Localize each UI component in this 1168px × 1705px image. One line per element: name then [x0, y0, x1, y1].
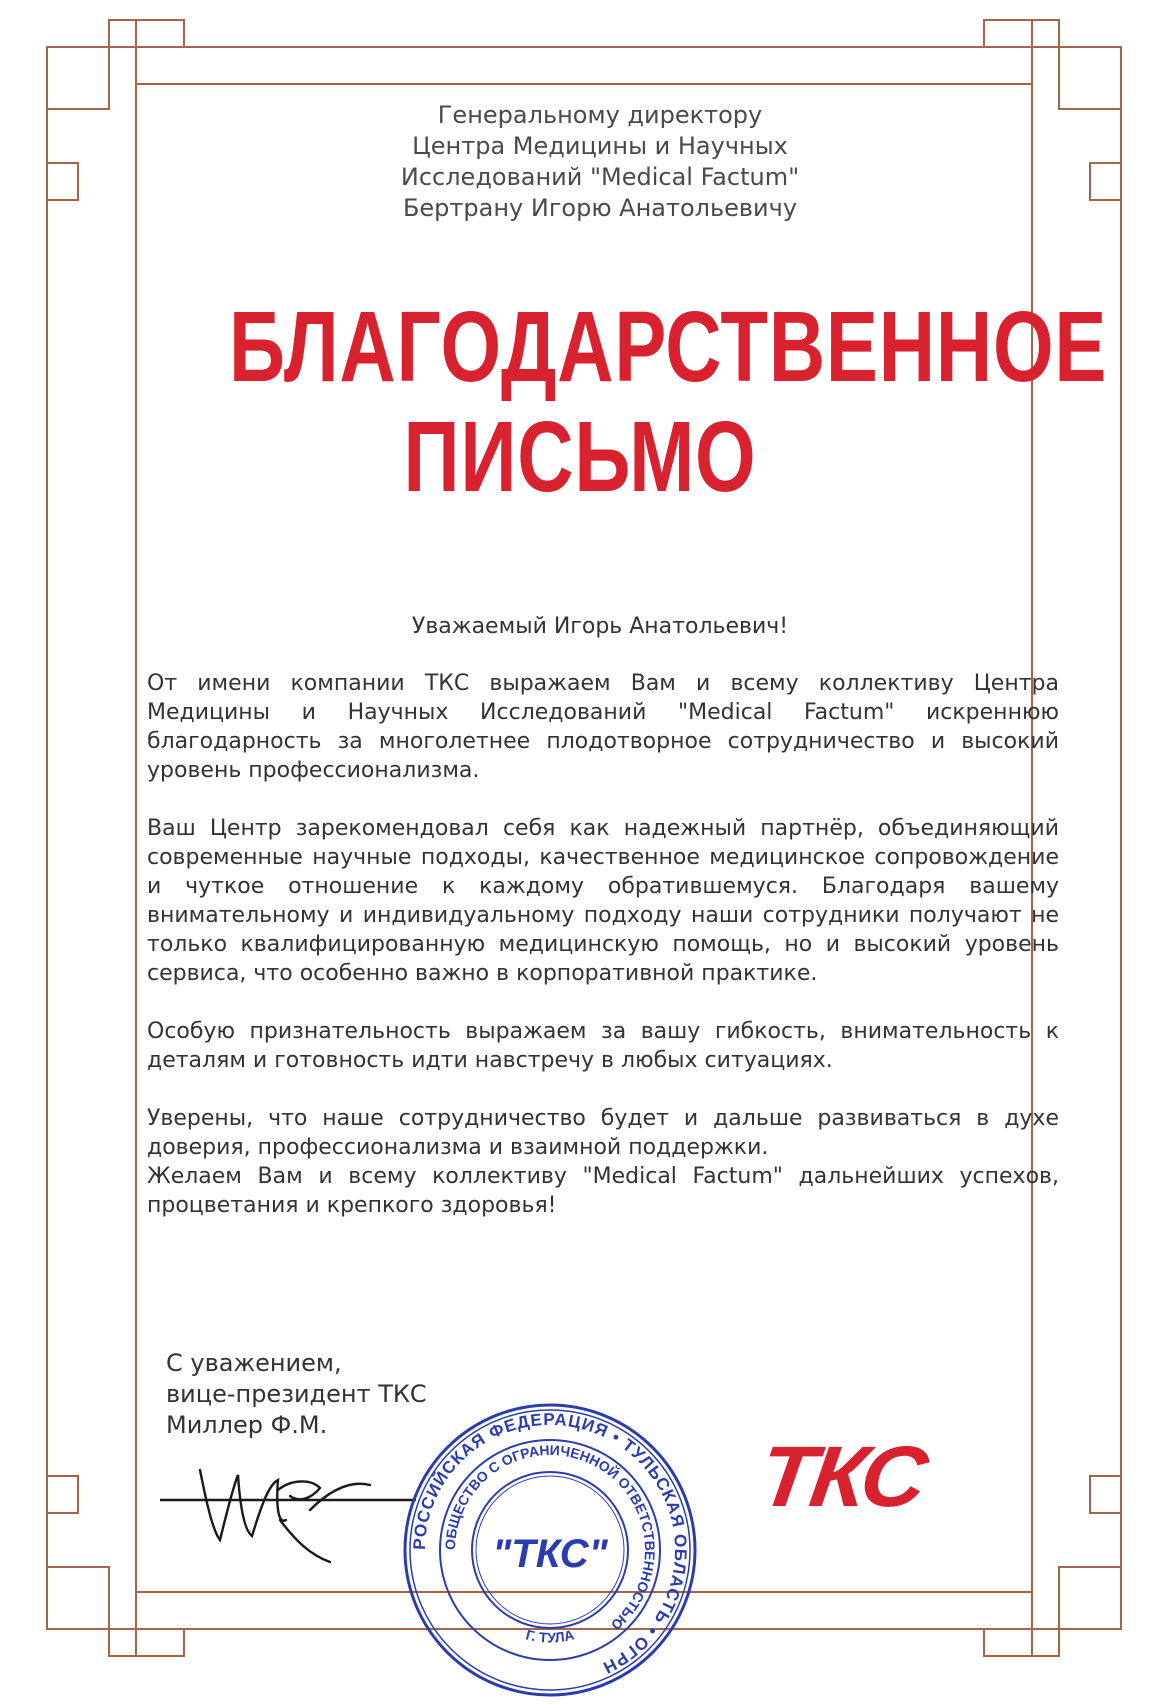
- body-paragraph-4: Уверены, что наше сотрудничество будет и дальше развиваться в духе доверия, профессионализма и взаимной поддержки.: [147, 1106, 1059, 1160]
- title-line-2: ПИСЬМО: [403, 401, 757, 513]
- body-paragraph-1: От имени компании ТКС выражаем Вам и всему коллективу Центра Медицины и Научных Исследований "Medical Factum" искреннюю благодарность за многолетнее плодотворное сотрудничество и высокий уровень профессионализма.: [147, 671, 1059, 783]
- title-line-1: БЛАГОДАРСТВЕННОЕ: [229, 291, 1108, 403]
- addressee-line: Центра Медицины и Научных: [412, 132, 788, 160]
- greeting: Уважаемый Игорь Анатольевич!: [411, 614, 789, 639]
- addressee-line: Генеральному директору: [437, 101, 763, 129]
- svg-text:Г. ТУЛА: [524, 1626, 575, 1645]
- body-paragraph-3: Особую признательность выражаем за вашу гибкость, внимательность к деталям и готовность идти навстречу в любых ситуациях.: [147, 1019, 1059, 1073]
- addressee-line: Исследований "Medical Factum": [400, 163, 800, 191]
- addressee-line: Бертрану Игорю Анатольевичу: [402, 194, 798, 222]
- handwritten-signature: [160, 1450, 420, 1570]
- signoff-line: Миллер Ф.М.: [166, 1411, 328, 1439]
- stamp-outer-text: РОССИЙСКАЯ ФЕДЕРАЦИЯ • ТУЛЬСКАЯ ОБЛАСТЬ • ОГРН: [409, 1409, 691, 1678]
- signoff-block: [166, 1348, 427, 1441]
- body-paragraph-5: Желаем Вам и всему коллективу "Medical Factum" дальнейших успехов, процветания и крепкого здоровья!: [147, 1164, 1059, 1218]
- addressee-block: [300, 100, 900, 224]
- company-logo: ТКС: [753, 1429, 930, 1525]
- stamp-center-text: "ТКС": [492, 1532, 608, 1576]
- letter-body: [147, 669, 1059, 1220]
- stamp-inner-text: ОБЩЕСТВО С ОГРАНИЧЕННОЙ ОТВЕТСТВЕННОСТЬЮ: [441, 1441, 659, 1634]
- document-title: [229, 291, 1108, 513]
- signoff-line: С уважением,: [166, 1349, 342, 1377]
- signoff-line: вице-президент ТКС: [166, 1380, 427, 1408]
- stamp-city-text: Г. ТУЛА: [524, 1626, 576, 1646]
- body-paragraph-2: Ваш Центр зарекомендовал себя как надежный партнёр, объединяющий современные научные подходы, качественное медицинское сопровождение и чуткое отношение к каждому обратившемуся. Благодаря вашему внимательному и индивидуальному подходу наши сотрудники получают не только квалифицированную медицинскую помощь, но и высокий уровень сервиса, что особенно важно в корпоративной практике.: [147, 816, 1059, 986]
